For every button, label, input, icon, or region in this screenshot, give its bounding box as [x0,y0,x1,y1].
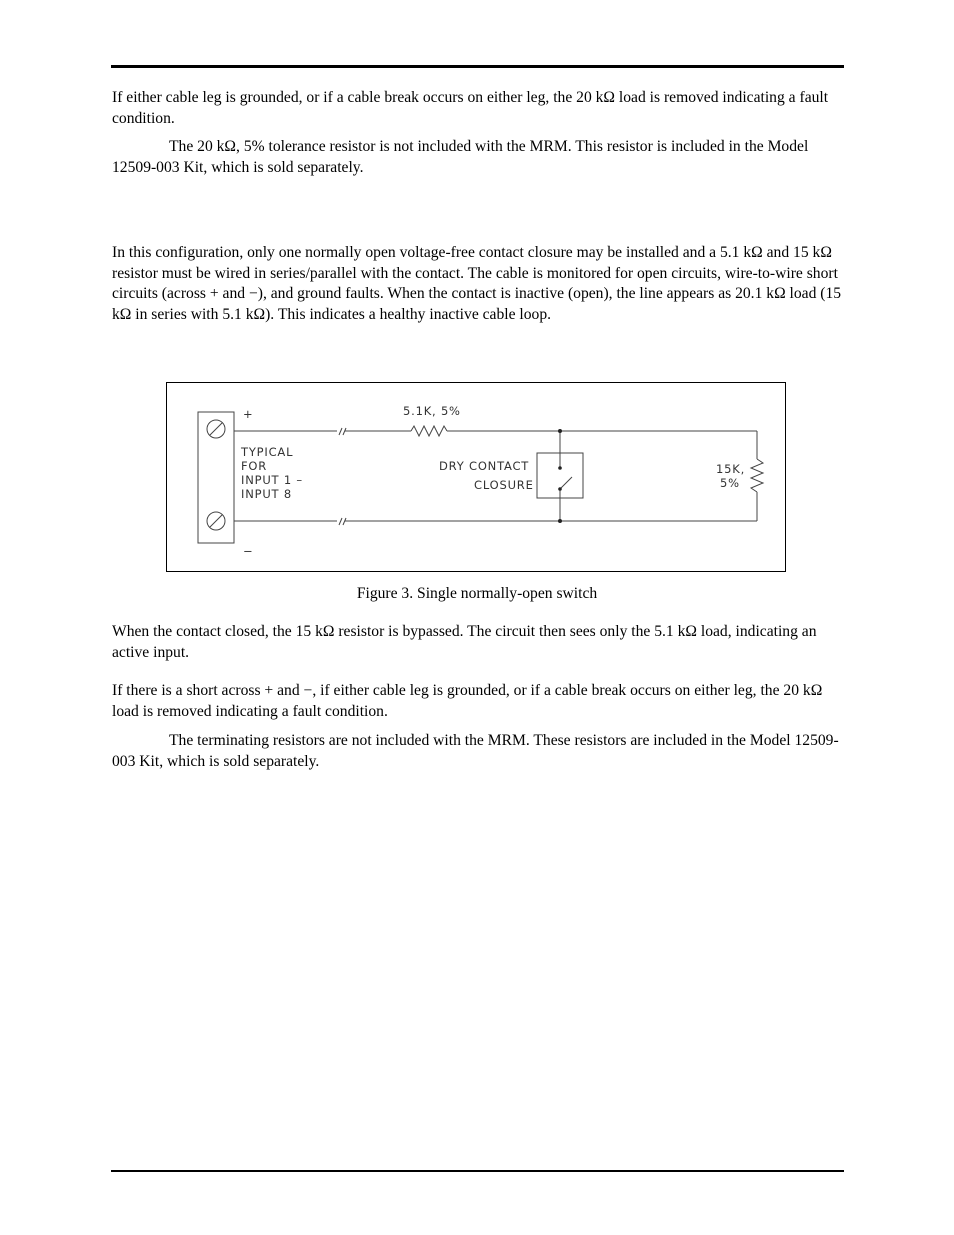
paragraph-short-fault: If there is a short across + and −, if either cable leg is grounded, or if a cable break occurs on either leg, the 20 kΩ load is removed indicating a fault condition. [112,682,823,720]
typical-label-3: INPUT 1 – [241,473,303,487]
schematic-diagram [167,383,787,573]
switch-contact-dot-top [558,466,562,470]
resistor-5k1-icon [411,426,447,436]
plus-label: + [243,407,254,421]
header-rule [111,65,844,68]
paragraph-configuration: In this configuration, only one normally open voltage-free contact closure may be installed and a 5.1 kΩ and 15 kΩ resistor must be wired in series/parallel with the contact. The cable is monitored for open circuits, wire-to-wire short circuits (across + and −), and ground faults. When the contact is inactive (open), the line appears as 20.1 kΩ load (15 kΩ in series with 5.1 kΩ). This indicates a healthy inactive cable loop. [112,244,842,323]
paragraph-fault-condition: If either cable leg is grounded, or if a cable break occurs on either leg, the 20 kΩ load is removed indicating a fault condition. [112,89,829,127]
paragraph-contact-closed: When the contact closed, the 15 kΩ resistor is bypassed. The circuit then sees only the 5.1 kΩ load, indicating an active input. [112,623,817,661]
figure-caption: Figure 3. Single normally-open switch [356,585,598,602]
terminal-block [198,412,234,543]
typical-label-2: FOR [241,459,268,473]
resistor-5k1-label: 5.1K, 5% [403,404,461,418]
paragraph-terminating-resistors: The terminating resistors are not included with the MRM. These resistors are included in the Model 12509-003 Kit, which is sold separately. [112,732,839,770]
dry-contact-label-2: CLOSURE [474,478,534,492]
resistor-15k-label-2: 5% [720,476,740,490]
switch-icon [560,477,572,489]
junction-dot-top [558,429,562,433]
footer-rule [111,1170,844,1172]
figure-schematic [166,382,786,572]
typical-label-4: INPUT 8 [241,487,292,501]
typical-label-1: TYPICAL [241,445,294,459]
paragraph-resistor-note: The 20 kΩ, 5% tolerance resistor is not included with the MRM. This resistor is included in the Model 12509-003 Kit, which is sold separately. [112,138,809,176]
junction-dot-bottom [558,519,562,523]
resistor-15k-label-1: 15K, [716,462,746,476]
switch-contact-dot-bottom [558,487,562,491]
minus-label: − [243,544,254,558]
resistor-15k-icon [751,459,763,492]
dry-contact-label-1: DRY CONTACT [439,459,530,473]
